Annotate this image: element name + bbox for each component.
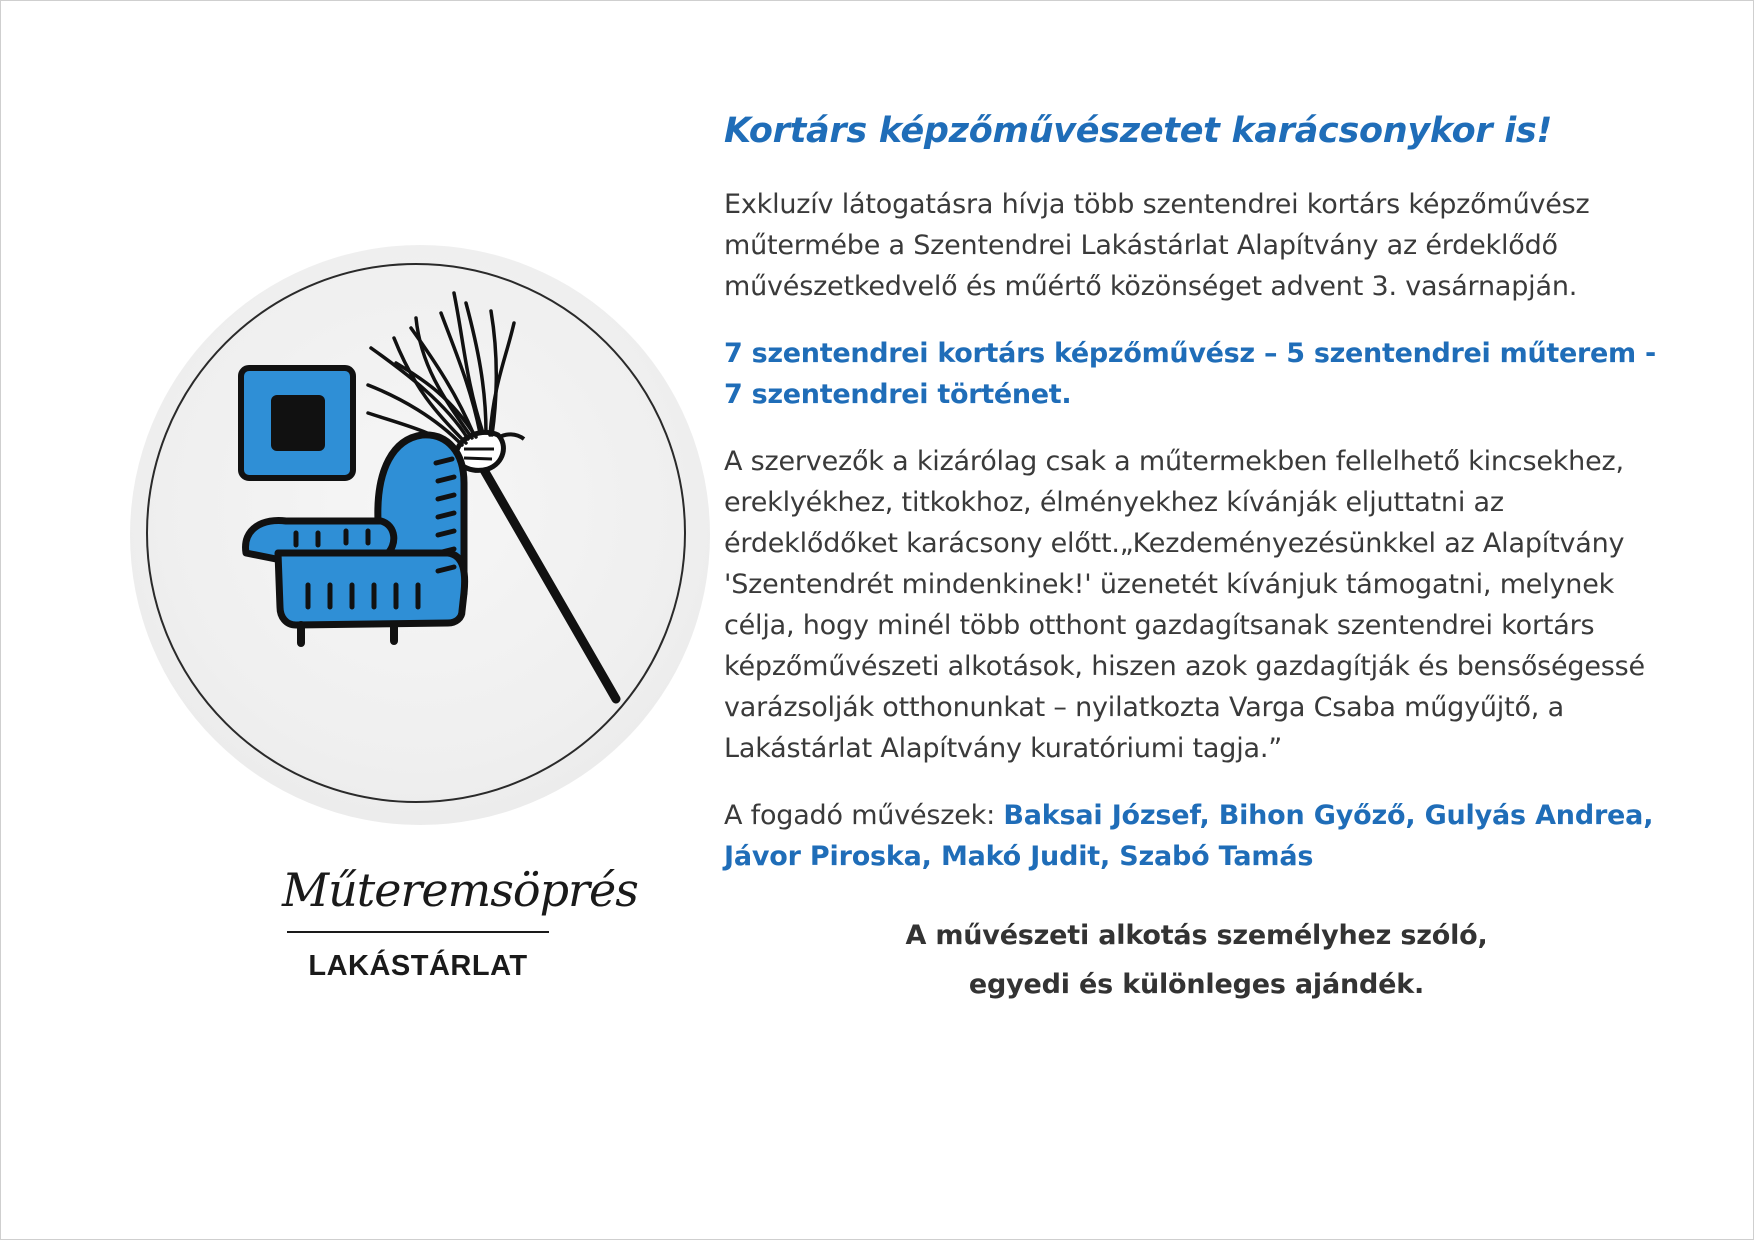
article: [724, 100, 1669, 1009]
picture-frame-icon: [241, 368, 353, 478]
logo-illustration: [146, 263, 686, 803]
artists-names: Baksai József, Bihon Győző, Gulyás Andrea, Jávor Piroska, Makó Judit, Szabó Tamás: [724, 800, 1654, 872]
highlight-paragraph: 7 szentendrei kortárs képzőművész – 5 szentendrei műterem - 7 szentendrei történet.: [724, 338, 1656, 410]
closing-line-2: egyedi és különleges ajándék.: [968, 969, 1425, 1000]
artists-paragraph: [724, 795, 1669, 877]
intro-paragraph: Exkluzív látogatásra hívja több szentendrei kortárs képzőművész műtermébe a Szentendrei Lakástárlat Alapítvány az érdeklődő művészetkedvelő és műértő közönséget advent 3. vasárnapján.: [724, 189, 1590, 302]
wordmark-underline: [287, 931, 549, 933]
logo-brand-name: LAKÁSTÁRLAT: [308, 950, 528, 982]
closing-statement: [724, 911, 1669, 1009]
closing-line-1: A művészeti alkotás személyhez szóló,: [905, 920, 1488, 951]
artists-label: A fogadó művészek:: [724, 800, 995, 831]
article-title: Kortárs képzőművészetet karácsonykor is!: [724, 111, 1553, 151]
body-paragraph: A szervezők a kizárólag csak a műtermekben fellelhető kincsekhez, ereklyékhez, titkokhoz, élményekhez kívánják eljuttatni az érdeklődőket karácsony előtt.„Kezdeményezésünkkel az Alapítvány 'Szentendrét mindenkinek!' üzenetét kívánjuk támogatni, melynek célja, hogy minél több otthont gazdagítsanak szentendrei kortárs képzőművészeti alkotások, hiszen azok gazdagítják és bensőségessé varázsolják otthonunkat – nyilatkozta Varga Csaba műgyűjtő, a Lakástárlat Alapítvány kuratóriumi tagja.”: [724, 446, 1645, 764]
logo-wordmark: Műteremsöprés: [282, 863, 638, 917]
